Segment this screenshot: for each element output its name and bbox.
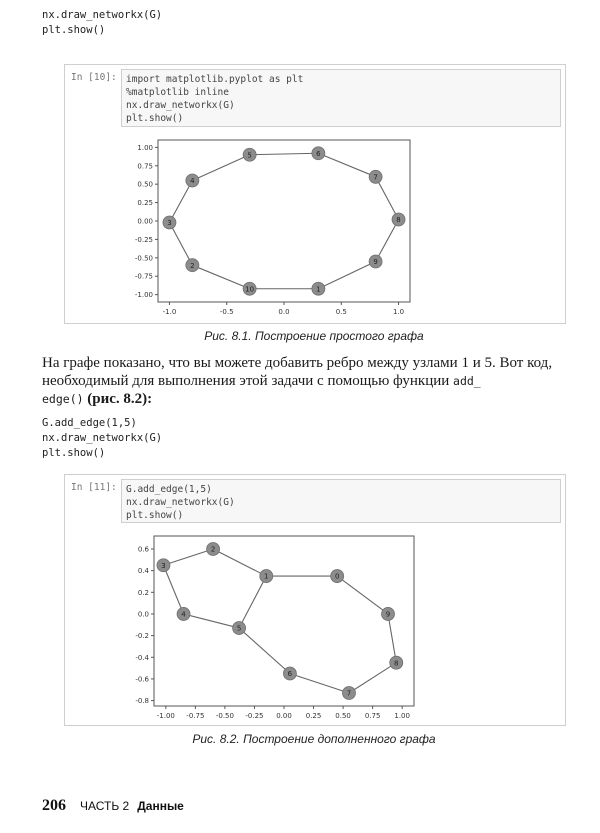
cell-code-line: %matplotlib inline: [126, 87, 229, 98]
node-label: 7: [346, 689, 352, 698]
y-tick-label: 0.00: [137, 217, 153, 226]
page-footer: [42, 797, 184, 815]
function-name-part1: add_: [453, 374, 481, 388]
part-label: ЧАСТЬ 2: [80, 799, 130, 813]
plot-frame: [154, 536, 414, 706]
node-label: 9: [385, 610, 391, 619]
code-line: G.add_edge(1,5): [42, 417, 137, 429]
cell-prompt: In [11]:: [71, 482, 117, 493]
node-label: 5: [247, 151, 252, 160]
y-tick-label: 0.0: [137, 610, 149, 619]
node-label: 0: [334, 572, 340, 581]
figure-caption-2: Рис. 8.2. Построение дополненного графа: [192, 732, 436, 746]
y-tick-label: 0.2: [137, 588, 149, 597]
node-label: 9: [373, 258, 378, 267]
x-tick-label: -0.25: [245, 712, 264, 720]
y-tick-label: -0.75: [134, 272, 153, 281]
x-tick-label: 0.50: [335, 712, 351, 720]
y-tick-label: -0.25: [134, 235, 153, 244]
page-number: 206: [42, 797, 66, 814]
cell-input-area[interactable]: [121, 479, 561, 523]
paragraph-text: На графе показано, что вы можете добавить ребро между узлами 1 и 5. Вот код, необходимый для выполнения этой задачи с помощью функции: [42, 355, 553, 389]
cell-prompt: In [10]:: [71, 72, 117, 83]
node-label: 10: [245, 285, 255, 294]
y-tick-label: -0.4: [135, 653, 149, 662]
code-line: nx.draw_networkx(G): [42, 9, 163, 21]
figure-caption-1: Рис. 8.1. Построение простого графа: [204, 329, 424, 343]
function-name-part2: edge(): [42, 392, 84, 406]
y-tick-label: 0.50: [137, 180, 153, 189]
x-tick-label: 0.25: [305, 712, 322, 720]
plot-frame: [158, 140, 410, 302]
y-tick-label: -0.8: [135, 697, 149, 706]
x-tick-label: -0.75: [186, 712, 205, 720]
cell-input-area[interactable]: [121, 69, 561, 127]
cell-code-line: nx.draw_networkx(G): [126, 100, 235, 111]
x-tick-label: -0.5: [219, 308, 234, 316]
body-paragraph: [42, 354, 564, 408]
cell-code-line: G.add_edge(1,5): [126, 484, 212, 495]
node-label: 3: [167, 219, 172, 228]
node-label: 4: [190, 177, 195, 186]
x-tick-label: 1.0: [392, 308, 405, 316]
node-label: 6: [316, 149, 321, 158]
node-label: 8: [396, 216, 401, 225]
y-tick-label: -0.6: [135, 675, 149, 684]
node-label: 3: [161, 561, 166, 570]
figure-reference: (рис. 8.2):: [83, 391, 153, 407]
y-tick-label: -0.50: [134, 254, 153, 263]
x-tick-label: -1.0: [162, 308, 177, 316]
cell-code-line: nx.draw_networkx(G): [126, 497, 235, 508]
x-tick-label: -0.50: [215, 712, 234, 720]
part-name: Данные: [137, 799, 184, 813]
x-tick-label: 0.00: [276, 712, 292, 720]
y-tick-label: -1.00: [134, 291, 153, 300]
y-tick-label: 0.6: [137, 545, 149, 554]
x-tick-label: 0.0: [278, 308, 290, 316]
y-tick-label: 0.4: [137, 567, 149, 576]
y-tick-label: -0.2: [135, 632, 149, 641]
node-label: 1: [316, 285, 321, 294]
mid-code-block: [42, 416, 162, 461]
x-tick-label: 0.5: [335, 308, 347, 316]
x-tick-label: 0.75: [364, 712, 381, 720]
node-label: 6: [287, 670, 293, 679]
node-label: 2: [190, 261, 195, 270]
x-tick-label: 1.00: [394, 712, 410, 720]
y-tick-label: 0.25: [137, 199, 153, 208]
y-tick-label: 1.00: [137, 143, 153, 152]
x-tick-label: -1.00: [156, 712, 175, 720]
cell-code-line: import matplotlib.pyplot as plt: [126, 74, 304, 85]
code-line: nx.draw_networkx(G): [42, 432, 163, 444]
cell-code-line: plt.show(): [126, 510, 184, 521]
node-label: 2: [210, 545, 216, 554]
node-label: 7: [373, 173, 378, 182]
code-line: plt.show(): [42, 447, 106, 459]
cell-code-line: plt.show(): [126, 113, 184, 124]
node-label: 8: [394, 659, 399, 668]
graph-figure-1: [118, 132, 418, 322]
code-line: plt.show(): [42, 24, 106, 36]
top-code-block: [42, 8, 162, 38]
node-label: 1: [264, 572, 269, 581]
node-label: 5: [236, 624, 242, 633]
graph-figure-2: [118, 530, 418, 722]
node-label: 4: [181, 610, 186, 619]
y-tick-label: 0.75: [137, 162, 153, 171]
